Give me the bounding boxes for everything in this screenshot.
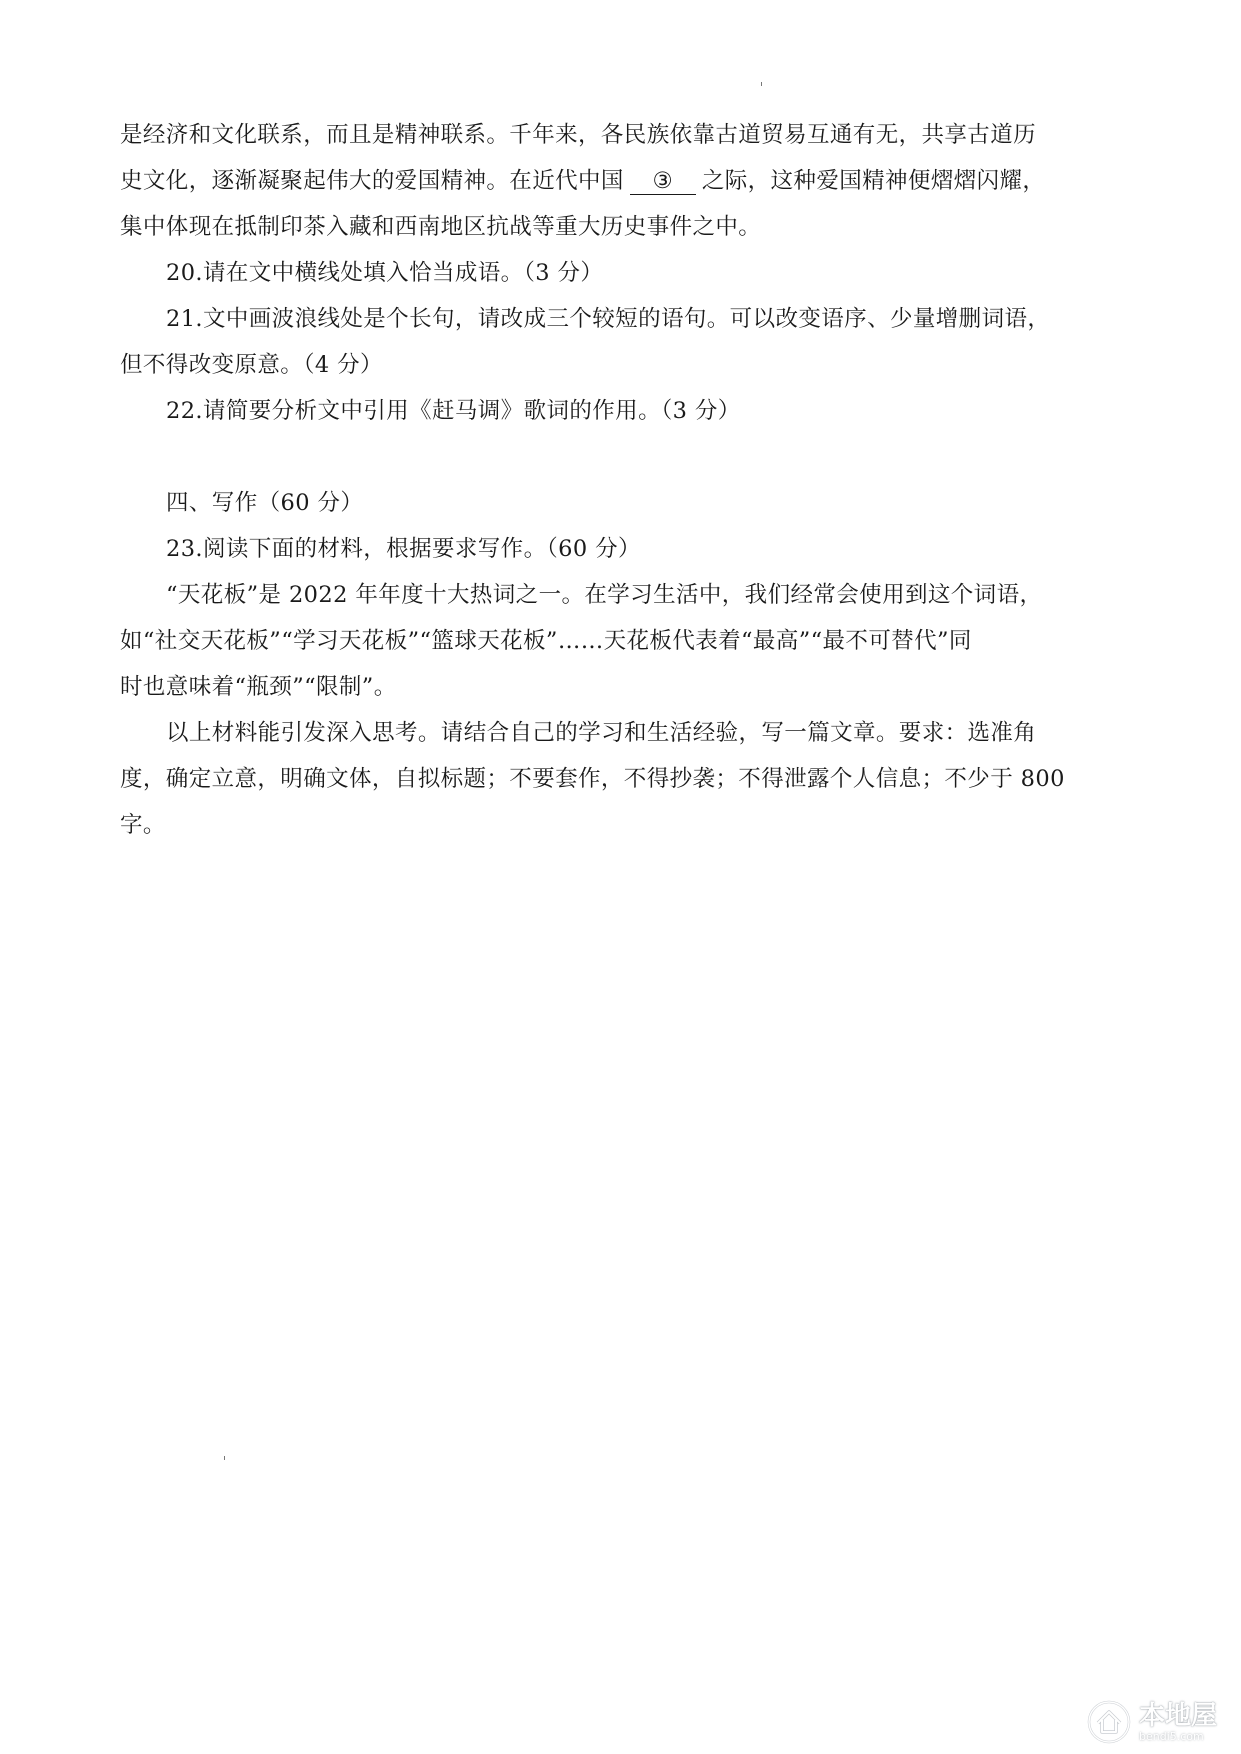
house-icon [1087,1700,1131,1744]
question-23: 23.阅读下面的材料，根据要求写作。（60 分） [166,536,641,562]
material-line-3: 时也意味着“瓶颈”“限制”。 [120,674,397,700]
material-line-1: “天花板”是 2022 年年度十大热词之一。在学习生活中，我们经常会使用到这个词语， [166,582,1043,608]
fill-blank-3: ③ [630,168,696,195]
passage-line-3: 集中体现在抵制印茶入藏和西南地区抗战等重大历史事件之中。 [120,214,762,240]
requirements-line-1: 以上材料能引发深入思考。请结合自己的学习和生活经验，写一篇文章。要求：选准角 [166,720,1037,746]
document-page [120,112,1130,848]
passage-line-2-end: 之际，这种爱国精神便熠熠闪耀， [701,168,1046,194]
passage-line-1: 是经济和文化联系，而且是精神联系。千年来，各民族依靠古道贸易互通有无，共享古道历 [120,122,1037,148]
scan-mark-bottom [224,1456,225,1460]
question-22: 22.请简要分析文中引用《赶马调》歌词的作用。（3 分） [166,398,741,424]
section-title-writing: 四、写作（60 分） [166,490,364,516]
requirements-line-2: 度，确定立意，明确文体，自拟标题；不要套作，不得抄袭；不得泄露个人信息；不少于 800 [120,766,1065,792]
requirements-line-3: 字。 [120,812,166,838]
question-21-line-1: 21.文中画波浪线处是个长句，请改成三个较短的语句。可以改变语序、少量增删词语， [166,306,1051,332]
passage-line-2 [120,158,1130,204]
scan-mark-top [761,82,762,86]
watermark-url: bendi5.com [1138,1729,1204,1743]
material-line-2: 如“社交天花板”“学习天花板”“篮球天花板”……天花板代表着“最高”“最不可替代”同 [120,628,972,654]
watermark-title: 本地屋 [1138,1700,1217,1731]
passage-line-2-start: 史文化，逐渐凝聚起伟大的爱国精神。在近代中国 [120,168,624,194]
watermark [1087,1700,1217,1744]
section-spacer [120,434,1130,480]
question-20: 20.请在文中横线处填入恰当成语。（3 分） [166,260,604,286]
question-21-line-2: 但不得改变原意。（4 分） [120,352,383,378]
